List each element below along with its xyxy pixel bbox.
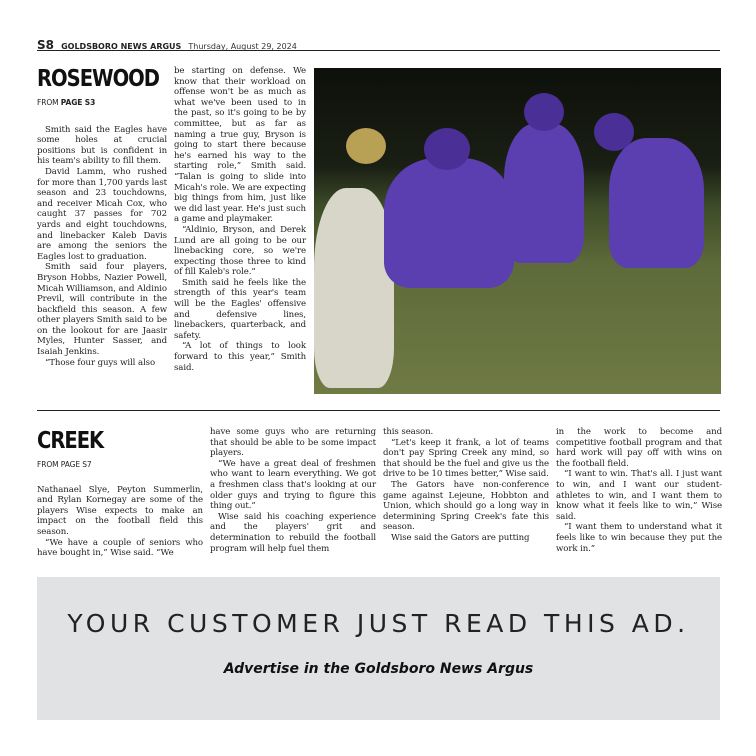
- player-26: [609, 138, 704, 268]
- article-paragraph: Smith said the Eagles have some holes at crucial positions but is confident in his team's ability to fill them.: [37, 124, 167, 167]
- article-paragraph: “Aldinio, Bryson, and Derek Lund are all going to be our linebacking core, so we're expecting those three to kind of fill Kaleb's role.”: [174, 224, 306, 278]
- article-paragraph: “I want them to understand what it feels like to win because they put the work in.”: [556, 522, 722, 554]
- player-26-helmet: [594, 113, 634, 151]
- opponent-player: [314, 188, 394, 388]
- issue-date: Thursday, August 29, 2024: [188, 42, 297, 51]
- article-paragraph: this season.: [383, 427, 434, 437]
- advertisement-banner[interactable]: [37, 577, 720, 720]
- article-paragraph: in the work to become and competitive football program and that hard work will pay off with wins on the football field.: [556, 427, 722, 469]
- article-paragraph: have some guys who are returning that should be able to be some impact players.: [210, 427, 376, 459]
- creek-column-2: [210, 427, 376, 554]
- rosewood-headline: ROSEWOOD: [37, 66, 159, 92]
- creek-jump-line: FROM PAGE S7: [37, 460, 92, 469]
- section-divider: [37, 410, 720, 411]
- article-paragraph: “A lot of things to look forward to this year,” Smith said.: [174, 341, 306, 373]
- page-number: S8: [37, 38, 54, 52]
- article-paragraph: “Those four guys will also: [45, 357, 156, 368]
- article-paragraph: David Lamm, who rushed for more than 1,700 yards last season and 23 touchdowns, and receiver Micah Cox, who caught 37 passes for 702 yards and eight touchdowns, and linebacker Kaleb Davis are among the seniors the Eagles lost to graduation.: [37, 166, 167, 262]
- article-paragraph: Smith said he feels like the strength of this year's team will be the Eagles' offensive and defensive lines, linebackers, quarterback, and safety.: [174, 277, 306, 341]
- article-paragraph: “We have a great deal of freshmen who want to learn everything. We got a freshmen class that's looking at our older guys and trying to figure this thing out.”: [210, 458, 376, 512]
- article-paragraph: The Gators have non-conference game against Lejeune, Hobbton and Union, which should go a long way in determining Spring Creek's fate this season.: [383, 479, 549, 533]
- article-paragraph: “Let's keep it frank, a lot of teams don't pay Spring Creek any mind, so that should be the fuel and give us the drive to be 10 times better,” Wise said.: [383, 437, 549, 480]
- from-page: PAGE S3: [60, 98, 96, 107]
- article-paragraph: “I want to win. That's all. I just want to win, and I want our student-athletes to win, and I want them to know what it feels like to win,” Wise said.: [556, 469, 722, 522]
- article-paragraph: Smith said four players, Bryson Hobbs, Nazier Powell, Micah Williamson, and Aldinio Previl, will contribute in the backfield this season. A few other players Smith said to be on the lookout for are Jaasir Myles, Hunter Sasser, and Isaiah Jenkins.: [37, 262, 167, 358]
- player-45: [384, 158, 514, 288]
- ad-headline: YOUR CUSTOMER JUST READ THIS AD.: [67, 609, 690, 638]
- player-quarterback: [504, 123, 584, 263]
- article-paragraph: “We have a couple of seniors who have bought in,” Wise said. “We: [37, 537, 203, 559]
- from-label: FROM: [37, 98, 61, 107]
- article-paragraph: be starting on defense. We know that their workload on offense won't be as much as what we've been used to in the past, so it's going to be by committee, but as far as naming a true guy, Bryson is going to start there because he's earned his way to the starting role,” Smith said. “Talan is going to slide into Micah's role. We are expecting big things from him, just like we did last year. He's just such a game and playmaker.: [174, 66, 306, 225]
- article-paragraph: Nathanael Slye, Peyton Summerlin, and Rylan Kornegay are some of the players Wise expects to make an impact on the football field this season.: [37, 484, 203, 537]
- player-45-helmet: [424, 128, 470, 170]
- rosewood-column-1: [37, 66, 167, 368]
- creek-column-1: [37, 428, 203, 559]
- creek-column-4: [556, 427, 722, 554]
- newspaper-name: GOLDSBORO NEWS ARGUS: [61, 42, 182, 51]
- article-paragraph: Wise said the Gators are putting: [391, 532, 530, 543]
- quarterback-helmet: [524, 93, 564, 131]
- creek-headline: CREEK: [37, 428, 104, 454]
- creek-column-3: [383, 427, 549, 544]
- ad-tagline: Advertise in the Goldsboro News Argus: [223, 661, 534, 677]
- page-header: [37, 34, 720, 51]
- article-paragraph: Wise said his coaching experience and the players' grit and determination to rebuild the football program will help fuel them: [210, 511, 376, 554]
- opponent-helmet: [346, 128, 386, 164]
- rosewood-column-2: [174, 66, 306, 373]
- football-photo: [314, 68, 721, 394]
- rosewood-jump-line: [37, 98, 167, 109]
